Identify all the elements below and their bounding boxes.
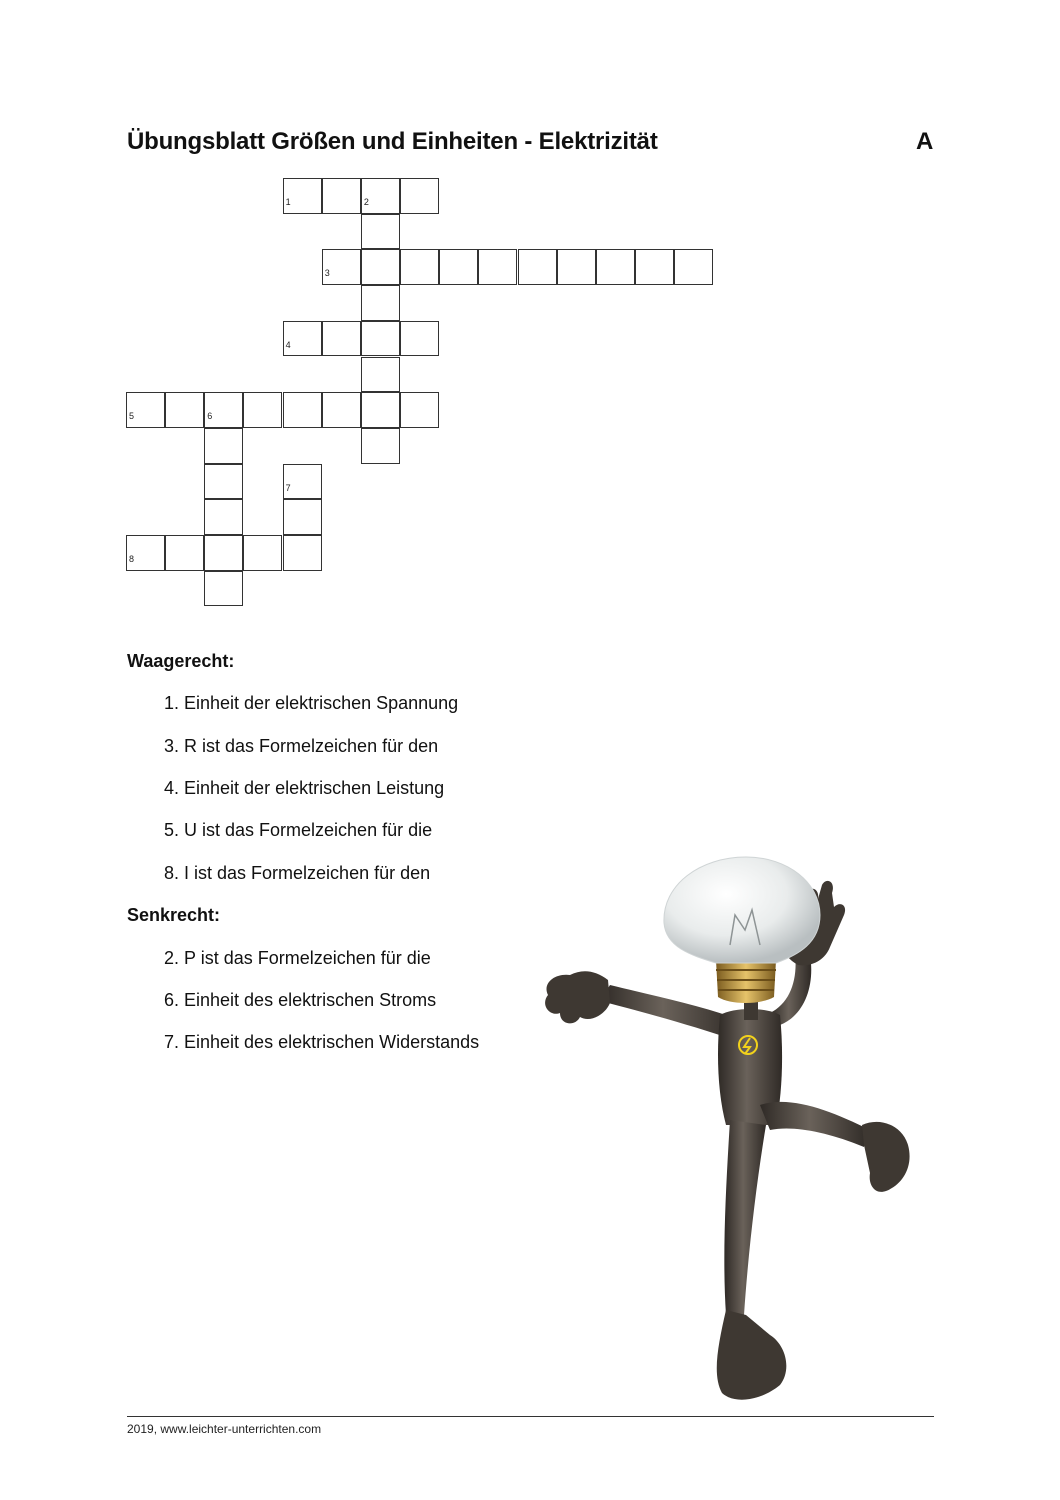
clue-down-6: 6. Einheit des elektrischen Stroms — [164, 990, 437, 1010]
crossword-cell[interactable] — [361, 321, 400, 357]
clue-across-3: 3. R ist das Formelzeichen für den — [164, 736, 439, 756]
crossword-cell[interactable] — [478, 249, 517, 285]
clue-down-7: 7. Einheit des elektrischen Widerstands — [164, 1032, 480, 1052]
crossword-cell[interactable] — [283, 321, 322, 357]
crossword-cell[interactable] — [361, 178, 400, 214]
crossword-cell[interactable] — [518, 249, 557, 285]
crossword-cell[interactable] — [204, 571, 243, 607]
crossword-grid — [0, 0, 1060, 620]
crossword-cell[interactable] — [674, 249, 713, 285]
clue-number: 1 — [285, 197, 291, 207]
crossword-cell[interactable] — [243, 535, 282, 571]
clue-number: 5 — [129, 411, 135, 422]
crossword-cell[interactable] — [322, 321, 361, 357]
crossword-cell[interactable] — [204, 535, 243, 571]
crossword-cell[interactable] — [400, 321, 439, 357]
crossword-cell[interactable] — [322, 178, 361, 214]
clue-down-2: 2. P ist das Formelzeichen für die — [164, 948, 431, 968]
crossword-cell[interactable] — [361, 392, 400, 428]
crossword-cell[interactable] — [557, 249, 596, 285]
crossword-cell[interactable] — [361, 214, 400, 250]
crossword-cell[interactable] — [400, 178, 439, 214]
crossword-cell[interactable] — [126, 535, 165, 571]
clue-number: 8 — [129, 554, 135, 564]
clue-across-5: 5. U ist das Formelzeichen für die — [164, 820, 433, 840]
crossword-cell[interactable] — [596, 249, 635, 285]
crossword-cell[interactable] — [361, 428, 400, 464]
crossword-cell[interactable] — [361, 285, 400, 321]
crossword-cell[interactable] — [635, 249, 674, 285]
crossword-cell[interactable] — [400, 392, 439, 428]
version-label: A — [916, 128, 934, 155]
clue-across-8: 8. I ist das Formelzeichen für den — [164, 863, 431, 883]
crossword-cell[interactable] — [400, 249, 439, 285]
crossword-cell[interactable] — [204, 392, 243, 428]
footer-text: 2019, www.leichter-unterrichten.com — [127, 1422, 322, 1436]
crossword-cell[interactable] — [243, 392, 282, 428]
page-title: Übungsblatt Größen und Einheiten - Elektrizität — [127, 128, 658, 155]
clue-number: 4 — [285, 339, 291, 350]
crossword-cell[interactable] — [283, 178, 322, 214]
crossword-cell[interactable] — [165, 535, 204, 571]
lightbulb-man-illustration — [530, 855, 940, 1405]
down-heading: Senkrecht: — [127, 905, 221, 925]
footer-divider — [127, 1416, 934, 1417]
clue-number: 7 — [285, 482, 291, 493]
clue-across-1: 1. Einheit der elektrischen Spannung — [164, 693, 459, 713]
clue-number: 6 — [207, 411, 213, 422]
crossword-cell[interactable] — [204, 464, 243, 500]
crossword-cell[interactable] — [283, 499, 322, 535]
crossword-cell[interactable] — [322, 392, 361, 428]
clue-number: 3 — [324, 268, 330, 279]
crossword-cell[interactable] — [283, 535, 322, 571]
clue-across-4: 4. Einheit der elektrischen Leistung — [164, 778, 445, 798]
crossword-cell[interactable] — [165, 392, 204, 428]
crossword-cell[interactable] — [204, 428, 243, 464]
crossword-cell[interactable] — [283, 464, 322, 500]
clue-number: 2 — [363, 197, 369, 207]
across-heading: Waagerecht: — [127, 651, 235, 671]
crossword-cell[interactable] — [322, 249, 361, 285]
crossword-cell[interactable] — [283, 392, 322, 428]
crossword-cell[interactable] — [126, 392, 165, 428]
crossword-cell[interactable] — [361, 249, 400, 285]
crossword-cell[interactable] — [439, 249, 478, 285]
crossword-cell[interactable] — [361, 357, 400, 393]
crossword-cell[interactable] — [204, 499, 243, 535]
